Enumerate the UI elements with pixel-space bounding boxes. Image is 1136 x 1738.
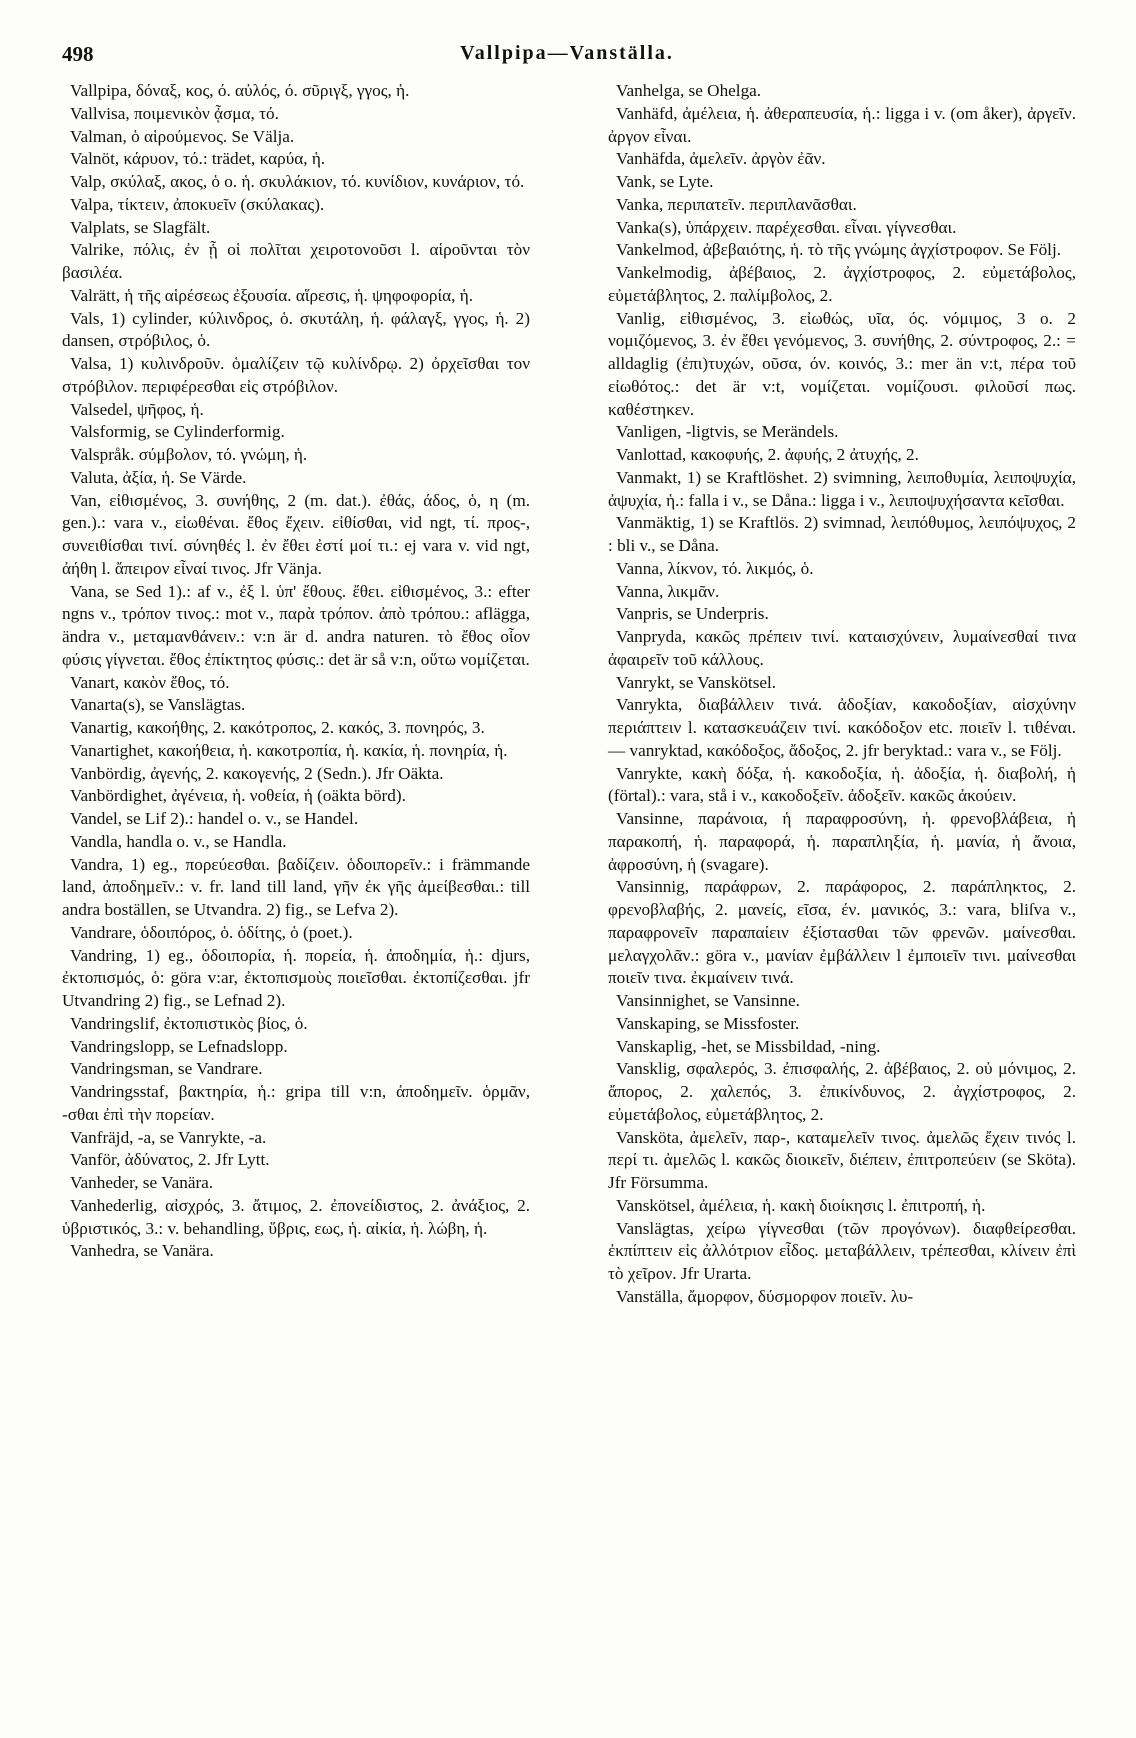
dictionary-entry: Vanrykte, κακὴ δόξα, ἡ. κακοδοξία, ἡ. ἀδοξία, ἡ. διαβολή, ἡ (förtal).: vara, stå i v., κακοδοξεῖν. ἀδοξεῖν. κακῶς ἀκούειν.	[608, 763, 1076, 806]
dictionary-entry: Vanhäfda, ἀμελεῖν. ἀργὸν ἐᾶν.	[616, 149, 826, 169]
dictionary-entry: Vanna, λίκνον, τό. λικμός, ὁ.	[616, 558, 814, 578]
dictionary-entry: Vallvisa, ποιμενικὸν ᾆσμα, τό.	[70, 103, 279, 123]
dictionary-entry: Vandringsman, se Vandrare.	[70, 1059, 263, 1079]
dictionary-entry: Vandel, se Lif 2).: handel o. v., se Handel.	[70, 809, 359, 828]
dictionary-entry: Vanlig, εἰθισμένος, 3. εἰωθώς, υῖα, ός. νόμιμος, 3 o. 2 νομιζόμενος, 3. ἐν ἔθει γενόμενος, 3. συνήθης, 2. σύντροφος, 2.: = alldaglig (ἐπι)τυχών, οῦσα, όν. κοινός, 3.: mer än v:t, πέρα τοῦ εἰωθότος.: det är v:t, νομίζεται. νομίζουσι. φιλοῦσί πως. καθέστηκεν.	[608, 308, 1076, 419]
dictionary-entry: Vanlottad, κακοφυής, 2. ἀφυής, 2 ἀτυχής, 2.	[616, 445, 919, 464]
dictionary-entry: Valp, σκύλαξ, ακος, ὁ o. ἡ. σκυλάκιον, τό. κυνίδιον, κυνάριον, τό.	[70, 172, 525, 191]
dictionary-entry: Vanbördighet, ἀγένεια, ἡ. νοθεία, ἡ (oäkta börd).	[70, 786, 406, 806]
dictionary-entry: Vandrare, ὁδοιπόρος, ὁ. ὁδίτης, ὁ (poet.).	[70, 922, 353, 942]
dictionary-entry: Vanfräjd, -a, se Vanrykte, -a.	[70, 1127, 267, 1147]
dictionary-entry: Vanhelga, se Ohelga.	[616, 81, 762, 100]
dictionary-entry: Vanrykt, se Vanskötsel.	[616, 672, 777, 692]
right-column	[608, 80, 1076, 1309]
dictionary-entry: Vanhedra, se Vanära.	[70, 1241, 214, 1261]
dictionary-entry: Vandringslopp, se Lefnadslopp.	[70, 1036, 288, 1056]
dictionary-entry: Vanställa, ἄμορφον, δύσμορφον ποιεῖν. λυ-	[616, 1286, 914, 1306]
running-head: Vallpipa—Vanställa.	[460, 42, 674, 64]
dictionary-entry: Vankelmod, ἀβεβαιότης, ἡ. τὸ τῆς γνώμης ἀγχίστροφον. Se Följ.	[616, 240, 1062, 260]
dictionary-entry: Vansinnig, παράφρων, 2. παράφορος, 2. παράπληκτος, 2. φρενοβλαβής, 2. μανείς, εῖσα, έν. μανικός, 3.: vara, bliſva v., παραφρονεῖν παραπαίειν ἐξίστασθαι τῶν φρενῶν. μαίνεσθαι. μελαγχολᾶν.: göra v., μανίαν ἐμβάλλειν l ἐμποιεῖν τινι. μαίνεσθαι ποιεῖν τινα. ἐκμαίνειν τινά.	[608, 877, 1076, 988]
dictionary-entry: Vanbördig, ἀγενής, 2. κακογενής, 2 (Sedn.). Jfr Oäkta.	[70, 763, 444, 783]
dictionary-entry: Vanpryda, κακῶς πρέπειν τινί. καταισχύνειν, λυμαίνεσθαί τινα ἀφαιρεῖν τοῦ κάλλους.	[608, 627, 1076, 669]
dictionary-entry: Van, εἰθισμένος, 3. συνήθης, 2 (m. dat.). ἐθάς, άδος, ὁ, η (m. gen.).: vara v., εἰωθέναι. ἔθος ἔχειν. εἰθίσθαι, vid ngt, τί. προς-, συνειθίσθαι τινί. σύνηθές l. ἐν ἔθει ἐστί μοί τι.: ej vara v. vid ngt, ἀήθη l. ἄπειρον εἶναί τινος. Jfr Vänja.	[62, 490, 530, 578]
dictionary-entry: Vallpipa, δόναξ, κος, ό. αὐλός, ό. σῦριγξ, γγος, ἡ.	[70, 81, 410, 100]
dictionary-entry: Valsformig, se Cylinderformig.	[70, 422, 285, 442]
dictionary-entry: Vankelmodig, ἀβέβαιος, 2. ἀγχίστροφος, 2. εὐμετάβολος, εὐμετάβλητος, 2. παλίμβολος, 2.	[608, 263, 1076, 305]
dictionary-entry: Vanhederlig, αἰσχρός, 3. ἄτιμος, 2. ἐπονείδιστος, 2. ἀνάξιος, 2. ὑβριστικός, 3.: v. behandling, ὕβρις, εως, ἡ. αἰκία, ἡ. λώβη, ἡ.	[62, 1195, 530, 1238]
dictionary-entry: Vanrykta, διαβάλλειν τινά. ἀδοξίαν, κακοδοξίαν, αἰσχύνην περιάπτειν l. κατασκευάζειν τινί. κακόδοξον etc. ποιεῖν l. τιθέναι. — vanryktad, κακόδοξος, ἄδοξος, 2. jfr beryktad.: vara v., se Följ.	[608, 695, 1076, 760]
dictionary-entry: Vanmakt, 1) se Kraftlöshet. 2) svimning, λειποθυμία, λειποψυχία, ἀψυχία, ἡ.: falla i v., se Dåna.: ligga i v., λειποψυχήσαντα κεῖσθαι.	[608, 467, 1076, 510]
dictionary-entry: Vansinne, παράνοια, ἡ παραφροσύνη, ἡ. φρενοβλάβεια, ἡ παρακοπή, ἡ. παραφορά, ἡ. παραπληξία, ἡ. μανία, ἡ ἄνοια, ἀφροσύνη, ἡ (svagare).	[608, 809, 1076, 874]
dictionary-entry: Valrätt, ἡ τῆς αἱρέσεως ἐξουσία. αἵρεσις, ἡ. ψηφοφορία, ἡ.	[70, 285, 473, 305]
dictionary-entry: Vanskaping, se Missfoster.	[616, 1013, 800, 1033]
dictionary-entry: Vanslägtas, χείρω γίγνεσθαι (τῶν προγόνων). διαφθείρεσθαι. ἐκπίπτειν εἰς ἀλλότριον εἶδος. μεταβάλλειν, τρέπεσθαι, κλίνειν ἐπὶ τὸ χεῖρον. Jfr Urarta.	[608, 1218, 1076, 1283]
dictionary-entry: Valrike, πόλις, ἐν ᾗ οἱ πολῖται χειροτονοῦσι l. αἱροῦνται τὸν βασιλέα.	[62, 240, 530, 282]
dictionary-entry: Vanartig, κακοήθης, 2. κακότροπος, 2. κακός, 3. πονηρός, 3.	[70, 718, 485, 737]
dictionary-entry: Vanka, περιπατεῖν. περιπλανᾶσθαι.	[616, 194, 857, 214]
dictionary-entry: Vansklig, σφαλερός, 3. ἐπισφαλής, 2. ἀβέβαιος, 2. οὐ μόνιμος, 2. ἄπορος, 2. χαλεπός, 3. ἐπικίνδυνος, 2. ἀγχίστροφος, 2. εὐμετάβολος, εὐμετάβλητος, 2.	[608, 1059, 1076, 1124]
dictionary-entry: Vank, se Lyte.	[616, 172, 714, 191]
dictionary-entry: Valman, ὁ αἱρούμενος. Se Välja.	[70, 126, 295, 146]
dictionary-entry: Vanka(s), ὑπάρχειν. παρέχεσθαι. εἶναι. γίγνεσθαι.	[616, 217, 957, 237]
dictionary-entry: Vanartighet, κακοήθεια, ἡ. κακοτροπία, ἡ. κακία, ἡ. πονηρία, ἡ.	[70, 740, 508, 760]
dictionary-entry: Valsedel, ψῆφος, ἡ.	[70, 399, 204, 419]
dictionary-entry: Vanskötsel, ἀμέλεια, ἡ. κακὴ διοίκησις l. ἐπιτροπή, ἡ.	[616, 1195, 986, 1215]
dictionary-entry: Vanna, λικμᾶν.	[616, 581, 720, 601]
dictionary-entry: Vanmäktig, 1) se Kraftlös. 2) svimnad, λειπόθυμος, λειπόψυχος, 2 : bli v., se Dåna.	[608, 513, 1076, 555]
dictionary-entry: Vandra, 1) eg., πορεύεσθαι. βαδίζειν. ὁδοιπορεῖν.: i främmande land, ἀποδημεῖν.: v. fr. land till land, γῆν ἐκ γῆς ἀμείβεσθαι.: till andra boställen, se Utvandra. 2) fig., se Lefva 2).	[62, 854, 530, 919]
dictionary-entry: Vandringslif, ἐκτοπιστικὸς βίος, ὁ.	[70, 1013, 308, 1033]
dictionary-entry: Vana, se Sed 1).: af v., ἐξ l. ὑπ' ἔθους. ἔθει. εἰθισμένος, 3.: efter ngns v., τρόπον τινος.: mot v., παρὰ τρόπον. ἀπὸ τρόπου.: aflägga, ändra v., μεταμανθάνειν.: v:n är d. andra naturen. τὸ ἔθος οἷον φύσις γίγνεται. ἔθος ἐπίκτητος φύσις.: det är så v:n, οὕτω νομίζεται.	[62, 581, 530, 669]
left-column	[62, 80, 530, 1263]
dictionary-entry: Valsa, 1) κυλινδροῦν. ὁμαλίζειν τῷ κυλίνδρῳ. 2) ὀρχεῖσθαι τον στρόβιλον. περιφέρεσθαι εἰς στρόβιλον.	[62, 354, 530, 396]
dictionary-entry: Vanheder, se Vanära.	[70, 1173, 214, 1192]
dictionary-entry: Vandring, 1) eg., ὁδοιπορία, ἡ. πορεία, ἡ. ἀποδημία, ἡ.: djurs, ἐκτοπισμός, ὁ: göra v:ar, ἐκτοπισμοὺς ποιεῖσθαι. ἐκτοπίζεσθαι. jfr Utvandring 2) fig., se Lefnad 2).	[62, 945, 530, 1010]
dictionary-entry: Vanligen, -ligtvis, se Merändels.	[616, 422, 839, 442]
dictionary-entry: Valuta, ἀξία, ἡ. Se Värde.	[70, 467, 247, 487]
dictionary-entry: Vanför, ἀδύνατος, 2. Jfr Lytt.	[70, 1150, 270, 1170]
dictionary-entry: Vanskaplig, -het, se Missbildad, -ning.	[616, 1036, 881, 1056]
dictionary-entry: Vansinnighet, se Vansinne.	[616, 991, 800, 1010]
dictionary-entry: Valpa, τίκτειν, ἀποκυεῖν (σκύλακας).	[70, 194, 325, 214]
dictionary-entry: Valspråk. σύμβολον, τό. γνώμη, ἡ.	[70, 445, 308, 464]
dictionary-entry: Vandla, handla o. v., se Handla.	[70, 831, 287, 851]
dictionary-entry: Valnöt, κάρυον, τό.: trädet, καρύα, ἡ.	[70, 149, 326, 169]
page-number: 498	[62, 42, 94, 66]
page-header	[62, 42, 1072, 72]
dictionary-entry: Vansköta, ἀμελεῖν, παρ-, καταμελεῖν τινος. ἀμελῶς ἔχειν τινός l. περί τι. ἀμελῶς l. κακῶς διοικεῖν, διέπειν, ἐπιτροπεύειν (se Sköta). Jfr Försumma.	[608, 1127, 1076, 1192]
dictionary-entry: Vanhäfd, ἀμέλεια, ἡ. ἀθεραπευσία, ἡ.: ligga i v. (om åker), ἀργεῖν. ἀργον εἶναι.	[608, 103, 1076, 146]
dictionary-entry: Vanarta(s), se Vanslägtas.	[70, 695, 246, 715]
dictionary-entry: Vals, 1) cylinder, κύλινδρος, ὁ. σκυτάλη, ἡ. φάλαγξ, γγος, ἡ. 2) dansen, στρόβιλος, ὁ.	[62, 308, 530, 351]
dictionary-entry: Vandringsstaf, βακτηρία, ἡ.: gripa till v:n, ἀποδημεῖν. ὁρμᾶν, -σθαι ἐπὶ τὴν πορείαν.	[62, 1082, 530, 1124]
dictionary-entry: Vanpris, se Underpris.	[616, 604, 769, 624]
dictionary-entry: Valplats, se Slagfält.	[70, 217, 211, 237]
dictionary-entry: Vanart, κακὸν ἔθος, τό.	[70, 672, 230, 692]
